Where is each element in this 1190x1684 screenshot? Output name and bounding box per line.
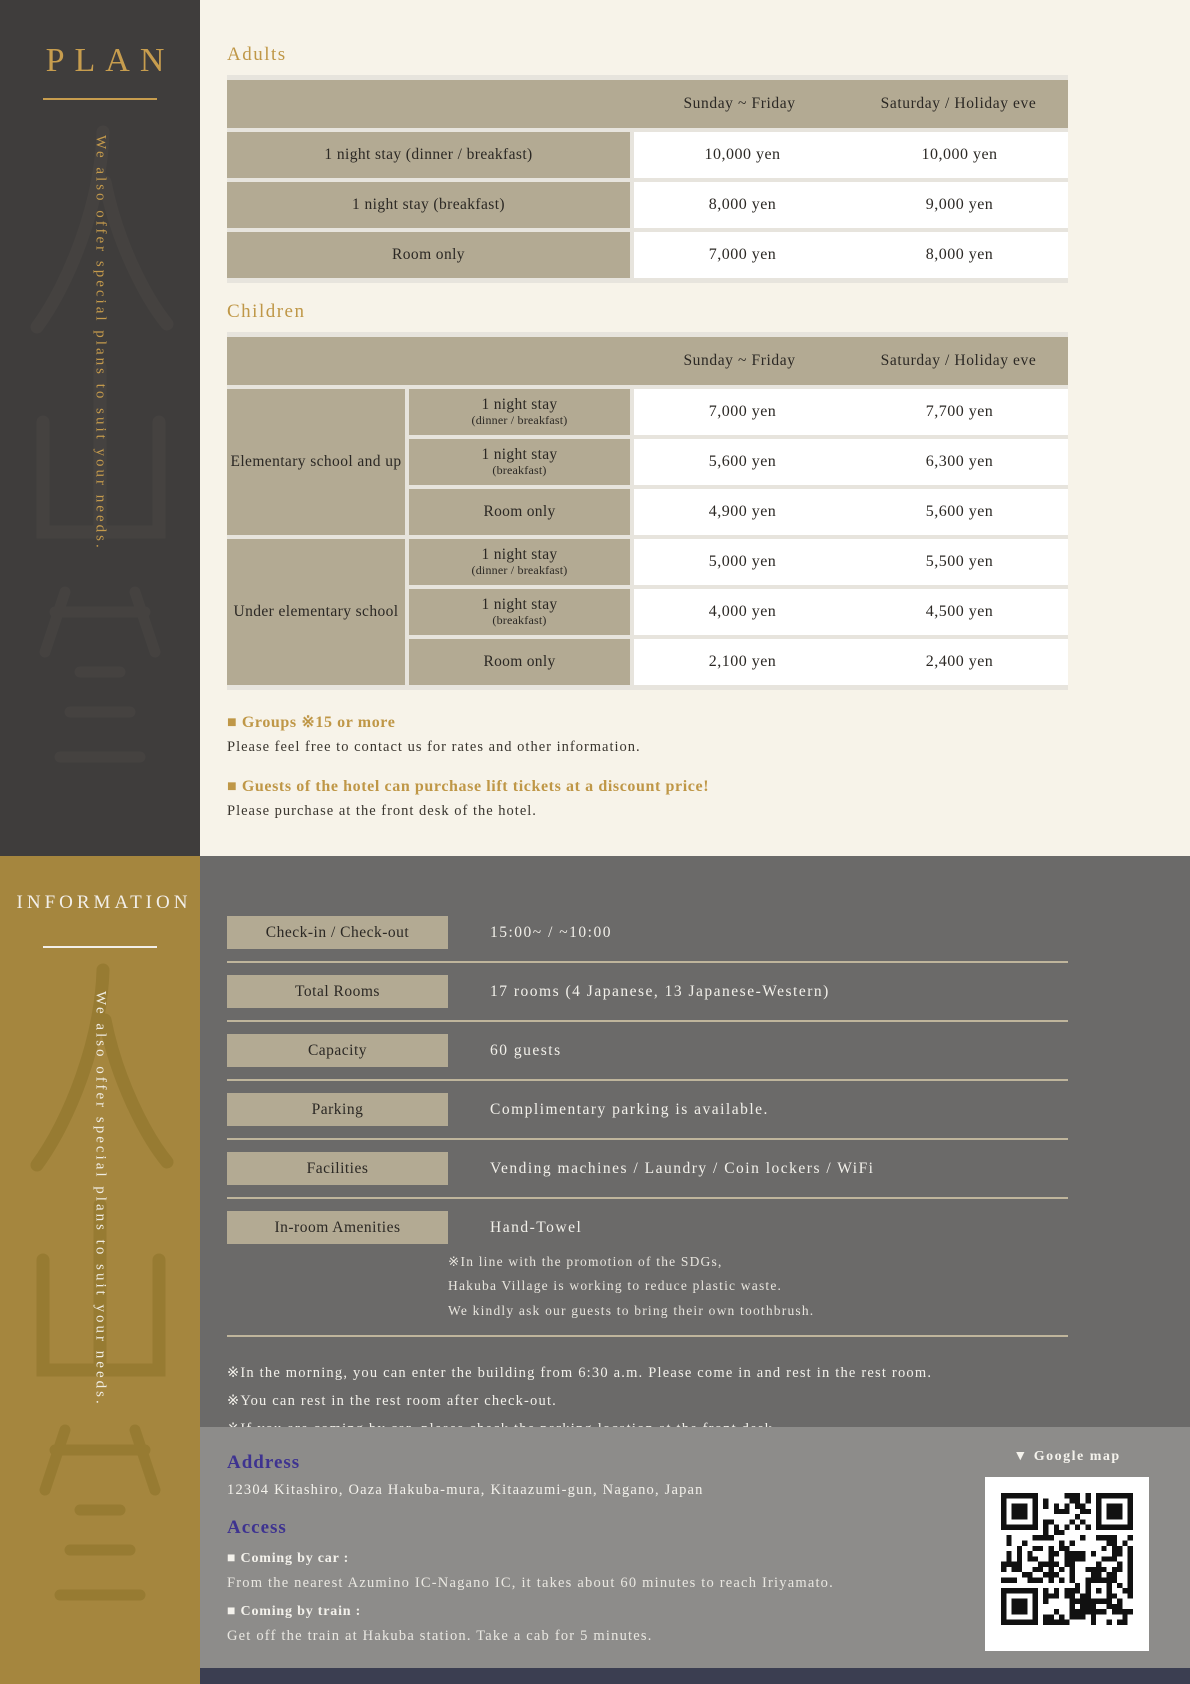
price-weekend: 10,000 yen: [921, 146, 998, 163]
adults-heading: Adults: [227, 44, 287, 65]
groups-notice: [227, 712, 1068, 756]
plan-content: [200, 0, 1190, 856]
price-weekend: 5,500 yen: [925, 553, 994, 570]
sdgs-note: [448, 1250, 814, 1323]
row-values: [634, 539, 1068, 585]
info-label: Capacity: [227, 1034, 448, 1067]
plan-vertical-tagline: We also offer special plans to suit your needs.: [92, 135, 109, 551]
plan-detail: (breakfast): [492, 463, 547, 477]
sdgs-note-line: Hakuba Village is working to reduce plastic waste.: [448, 1278, 783, 1294]
row-label: 1 night stay (dinner / breakfast): [227, 132, 630, 178]
price-weekday: 4,000 yen: [708, 603, 777, 620]
price-weekend: 2,400 yen: [925, 653, 994, 670]
column-weekend: Saturday / Holiday eve: [880, 352, 1037, 369]
price-weekday: 4,900 yen: [708, 503, 777, 520]
access-by-car-label: ■ Coming by car :: [227, 1551, 350, 1566]
groups-notice-body: Please feel free to contact us for rates and other information.: [227, 739, 641, 755]
information-sidebar: [0, 856, 200, 1684]
plan-label: [409, 589, 630, 635]
google-map-label: ▼ Google map: [1013, 1449, 1121, 1464]
plan-label: [409, 489, 630, 535]
price-weekday: 5,600 yen: [708, 453, 777, 470]
info-label: Facilities: [227, 1152, 448, 1185]
address-text: 12304 Kitashiro, Oaza Hakuba-mura, Kitaazumi-gun, Nagano, Japan: [227, 1482, 704, 1498]
price-weekday: 2,100 yen: [708, 653, 777, 670]
children-price-table: [227, 332, 1068, 690]
plan-detail: (dinner / breakfast): [471, 563, 568, 577]
information-content: [200, 856, 1190, 1427]
row-values: [634, 182, 1068, 228]
plan-sidebar: [0, 0, 200, 856]
plan-name: Room only: [483, 503, 556, 521]
plan-detail: (breakfast): [492, 613, 547, 627]
note-line: ※In the morning, you can enter the building from 6:30 a.m. Please come in and rest in the rest room.: [227, 1364, 933, 1381]
access-by-train-text: Get off the train at Hakuba station. Take a cab for 5 minutes.: [227, 1628, 653, 1644]
price-weekday: 7,000 yen: [708, 403, 777, 420]
information-title: INFORMATION: [16, 892, 192, 913]
group-label: Elementary school and up: [227, 389, 405, 535]
price-weekend: 5,600 yen: [925, 503, 994, 520]
row-label: Room only: [227, 232, 630, 278]
row-values: [634, 589, 1068, 635]
row-values: [634, 132, 1068, 178]
children-table-header: [227, 337, 1068, 385]
price-weekday: 8,000 yen: [708, 196, 777, 213]
column-weekday: Sunday ~ Friday: [683, 95, 796, 112]
info-row-checkin: [227, 904, 1068, 963]
plan-label: [409, 539, 630, 585]
children-heading: Children: [227, 301, 306, 322]
qr-code-card: [985, 1477, 1149, 1651]
info-label: In-room Amenities: [227, 1211, 448, 1244]
plan-label: [409, 639, 630, 685]
info-label: Check-in / Check-out: [227, 916, 448, 949]
info-value: 15:00~ / ~10:00: [490, 924, 612, 941]
info-row-capacity: [227, 1022, 1068, 1081]
footer-section: [200, 1427, 1190, 1684]
row-values: [634, 639, 1068, 685]
access-heading: Access: [227, 1517, 287, 1538]
info-label: Total Rooms: [227, 975, 448, 1008]
info-label: Parking: [227, 1093, 448, 1126]
sdgs-note-line: ※In line with the promotion of the SDGs,: [448, 1254, 723, 1269]
info-value: Vending machines / Laundry / Coin lockers / WiFi: [490, 1160, 875, 1177]
information-vertical-tagline: We also offer special plans to suit your needs.: [92, 991, 109, 1407]
lift-ticket-notice: [227, 778, 1068, 820]
info-value: 60 guests: [490, 1042, 562, 1059]
info-value: Complimentary parking is available.: [490, 1101, 769, 1118]
price-weekend: 9,000 yen: [925, 196, 994, 213]
qr-code-icon: [1001, 1493, 1133, 1625]
info-row-total-rooms: [227, 963, 1068, 1022]
price-weekday: 7,000 yen: [708, 246, 777, 263]
row-label: 1 night stay (breakfast): [227, 182, 630, 228]
sdgs-note-line: We kindly ask our guests to bring their own toothbrush.: [448, 1302, 815, 1318]
group-label: Under elementary school: [227, 539, 405, 685]
adults-price-table: [227, 75, 1068, 283]
price-weekday: 10,000 yen: [704, 146, 781, 163]
information-title-divider: [43, 946, 157, 948]
plan-name: 1 night stay: [481, 596, 558, 614]
info-row-facilities: [227, 1140, 1068, 1199]
row-values: [634, 439, 1068, 485]
row-values: [634, 489, 1068, 535]
info-value: Hand-Towel: [490, 1219, 583, 1236]
plan-label: [409, 439, 630, 485]
info-value: 17 rooms (4 Japanese, 13 Japanese-Western): [490, 983, 830, 1000]
row-values: [634, 232, 1068, 278]
plan-title-divider: [43, 98, 157, 100]
lift-ticket-notice-body: Please purchase at the front desk of the hotel.: [227, 803, 537, 819]
row-values: [634, 389, 1068, 435]
note-line: ※You can rest in the rest room after check-out.: [227, 1393, 558, 1410]
price-weekend: 6,300 yen: [925, 453, 994, 470]
groups-notice-heading: ■ Groups ※15 or more: [227, 714, 396, 731]
address-heading: Address: [227, 1452, 301, 1473]
plan-label: [409, 389, 630, 435]
info-row-amenities: [227, 1199, 1068, 1337]
plan-detail: (dinner / breakfast): [471, 413, 568, 427]
access-by-car-text: From the nearest Azumino IC-Nagano IC, it takes about 60 minutes to reach Iriyamato.: [227, 1575, 834, 1591]
google-map-block: [985, 1449, 1149, 1651]
plan-name: Room only: [483, 653, 556, 671]
price-weekend: 8,000 yen: [925, 246, 994, 263]
adults-table-header: [227, 80, 1068, 128]
price-weekend: 4,500 yen: [925, 603, 994, 620]
plan-name: 1 night stay: [481, 546, 558, 564]
column-weekend: Saturday / Holiday eve: [880, 95, 1037, 112]
plan-title: PLAN: [45, 42, 175, 79]
column-weekday: Sunday ~ Friday: [683, 352, 796, 369]
price-weekday: 5,000 yen: [708, 553, 777, 570]
plan-name: 1 night stay: [481, 446, 558, 464]
plan-name: 1 night stay: [481, 396, 558, 414]
lift-ticket-notice-heading: ■ Guests of the hotel can purchase lift tickets at a discount price!: [227, 778, 710, 795]
access-by-train-label: ■ Coming by train :: [227, 1604, 362, 1619]
price-weekend: 7,700 yen: [925, 403, 994, 420]
footer-accent-bar: [200, 1668, 1190, 1684]
info-row-parking: [227, 1081, 1068, 1140]
